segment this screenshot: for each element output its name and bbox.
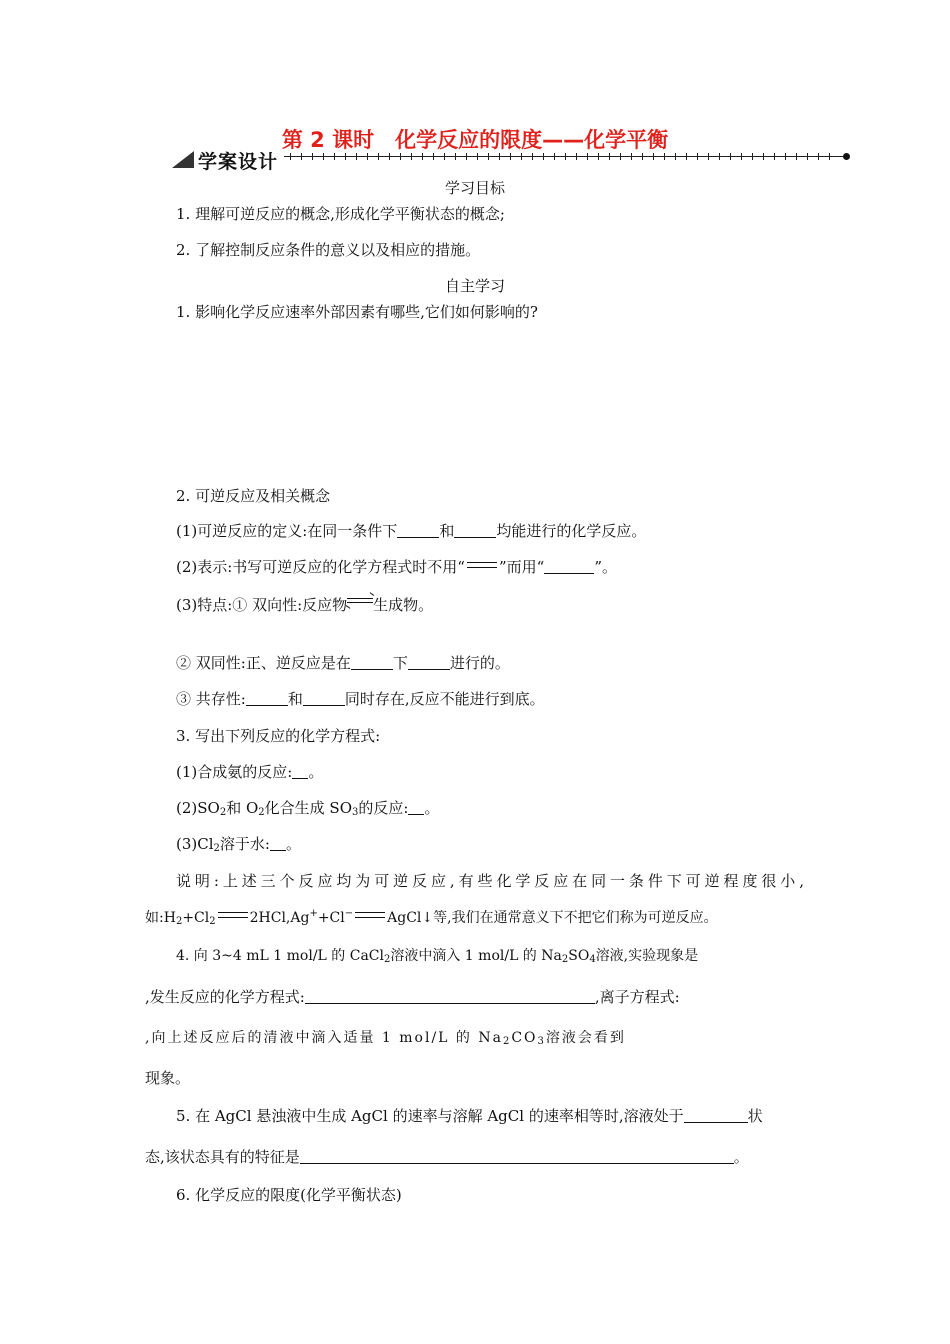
question-2-part-3: (3)特点:① 双向性:反应物 生成物。 <box>176 594 433 615</box>
rule-tick <box>631 153 632 160</box>
question-2-part-1: (1)可逆反应的定义:在同一条件下 和 均能进行的化学反应。 <box>176 522 647 540</box>
rule-tick <box>609 153 610 160</box>
answer-blank[interactable] <box>454 523 496 538</box>
note-line-2: 如$:H_2+Cl_2$ 2HCl,Ag++Cl− AgCl↓等,我们在通常意义下不把它们称为可逆反应。 <box>145 908 718 927</box>
rule-tick <box>829 153 830 160</box>
rule-tick <box>818 153 819 160</box>
question-3-title: 3. 写出下列反应的化学方程式: <box>176 727 381 745</box>
rule-tick <box>411 153 412 160</box>
rule-tick <box>675 153 676 160</box>
answer-blank[interactable] <box>303 691 345 706</box>
rule-tick <box>422 153 423 160</box>
question-4-line-2: ,发生反应的化学方程式: ,离子方程式: <box>145 988 680 1006</box>
rule-tick <box>488 153 489 160</box>
rule-tick <box>796 153 797 160</box>
rule-tick <box>741 153 742 160</box>
rule-tick <box>565 153 566 160</box>
rule-tick <box>730 153 731 160</box>
rule-tick <box>444 153 445 160</box>
question-5-line-1: 5. 在 AgCl 悬浊液中生成 AgCl 的速率与溶解 AgCl 的速率相等时,溶液处于 状 <box>176 1107 763 1125</box>
rule-tick <box>774 153 775 160</box>
rule-tick <box>290 153 291 160</box>
page-title: 第 2 课时 化学反应的限度——化学平衡 <box>281 128 669 152</box>
objectives-heading: 学习目标 <box>444 179 505 197</box>
question-1: 1. 影响化学反应速率外部因素有哪些,它们如何影响的? <box>176 303 538 321</box>
rule-tick <box>587 153 588 160</box>
question-4-line-1: 4. 向 3~4 mL 1 mol/L 的 CaCl$_2$溶液中滴入 1 mol/L 的 $Na_2SO_4$溶液,实验现象是 <box>176 948 699 965</box>
question-2-part-2: (2)表示:书写可逆反应的化学方程式时不用“ ”而用“ ”。 <box>176 558 617 576</box>
objective-item: 2. 了解控制反应条件的意义以及相应的措施。 <box>176 241 481 259</box>
equals-sign-icon <box>218 912 248 918</box>
rule-tick <box>686 153 687 160</box>
rule-tick <box>312 153 313 160</box>
equals-sign-icon <box>467 562 497 568</box>
answer-blank[interactable] <box>397 523 439 538</box>
answer-blank[interactable] <box>305 989 595 1004</box>
rule-tick <box>356 153 357 160</box>
answer-blank[interactable] <box>292 764 308 779</box>
rule-tick <box>477 153 478 160</box>
rule-tick <box>400 153 401 160</box>
selfstudy-heading: 自主学习 <box>444 277 505 295</box>
rule-end-dot-icon <box>843 153 850 160</box>
answer-blank[interactable] <box>351 655 393 670</box>
rule-tick <box>521 153 522 160</box>
answer-blank[interactable] <box>408 655 450 670</box>
question-4-line-4: 现象。 <box>145 1069 191 1087</box>
question-2-part-5: ③ 共存性: 和 同时存在,反应不能进行到底。 <box>176 690 545 708</box>
rule-tick <box>807 153 808 160</box>
answer-blank[interactable] <box>300 1149 734 1164</box>
banner-triangle-icon <box>172 151 194 168</box>
answer-blank[interactable] <box>408 800 424 815</box>
question-3-part-3: $(3)Cl_2$溶于水: 。 <box>176 835 301 854</box>
rule-tick <box>466 153 467 160</box>
rule-tick <box>752 153 753 160</box>
rule-tick <box>708 153 709 160</box>
rule-tick <box>697 153 698 160</box>
answer-blank[interactable] <box>544 559 594 574</box>
answer-blank[interactable] <box>270 836 286 851</box>
rule-tick <box>389 153 390 160</box>
rule-tick <box>378 153 379 160</box>
rule-tick <box>543 153 544 160</box>
rule-tick <box>345 153 346 160</box>
answer-blank[interactable] <box>684 1108 748 1123</box>
rule-tick <box>642 153 643 160</box>
rule-tick <box>554 153 555 160</box>
rule-tick <box>367 153 368 160</box>
rule-tick <box>719 153 720 160</box>
rule-tick <box>653 153 654 160</box>
rule-tick <box>323 153 324 160</box>
banner-label: 学案设计 <box>198 151 279 173</box>
rule-tick <box>499 153 500 160</box>
rule-tick <box>785 153 786 160</box>
objective-item: 1. 理解可逆反应的概念,形成化学平衡状态的概念; <box>176 205 505 223</box>
question-6: 6. 化学反应的限度(化学平衡状态) <box>176 1186 402 1204</box>
rule-tick <box>433 153 434 160</box>
banner-rule <box>284 156 844 157</box>
question-4-line-3: ,向上述反应后的清液中滴入适量 1 mol/L 的 $Na_2CO_3$溶液会看到 <box>145 1030 626 1047</box>
question-3-part-1: (1)合成氨的反应: 。 <box>176 763 324 781</box>
rule-tick <box>510 153 511 160</box>
rule-tick <box>455 153 456 160</box>
rule-tick <box>301 153 302 160</box>
rule-tick <box>334 153 335 160</box>
answer-blank[interactable] <box>246 691 288 706</box>
rule-tick <box>598 153 599 160</box>
rule-tick <box>576 153 577 160</box>
rule-tick <box>532 153 533 160</box>
rule-tick <box>664 153 665 160</box>
rule-tick <box>620 153 621 160</box>
question-3-part-2: $(2)SO_2$和 $O_2$化合生成 $SO_3$的反应: 。 <box>176 799 440 818</box>
reversible-arrow-icon <box>347 596 373 606</box>
question-2-part-4: ② 双同性:正、逆反应是在 下 进行的。 <box>176 654 510 672</box>
question-5-line-2: 态,该状态具有的特征是 。 <box>145 1148 749 1166</box>
question-2-title: 2. 可逆反应及相关概念 <box>176 487 331 505</box>
note-line-1: 说明:上述三个反应均为可逆反应,有些化学反应在同一条件下可逆程度很小, <box>176 872 804 890</box>
equals-sign-icon <box>355 912 385 918</box>
rule-tick <box>763 153 764 160</box>
